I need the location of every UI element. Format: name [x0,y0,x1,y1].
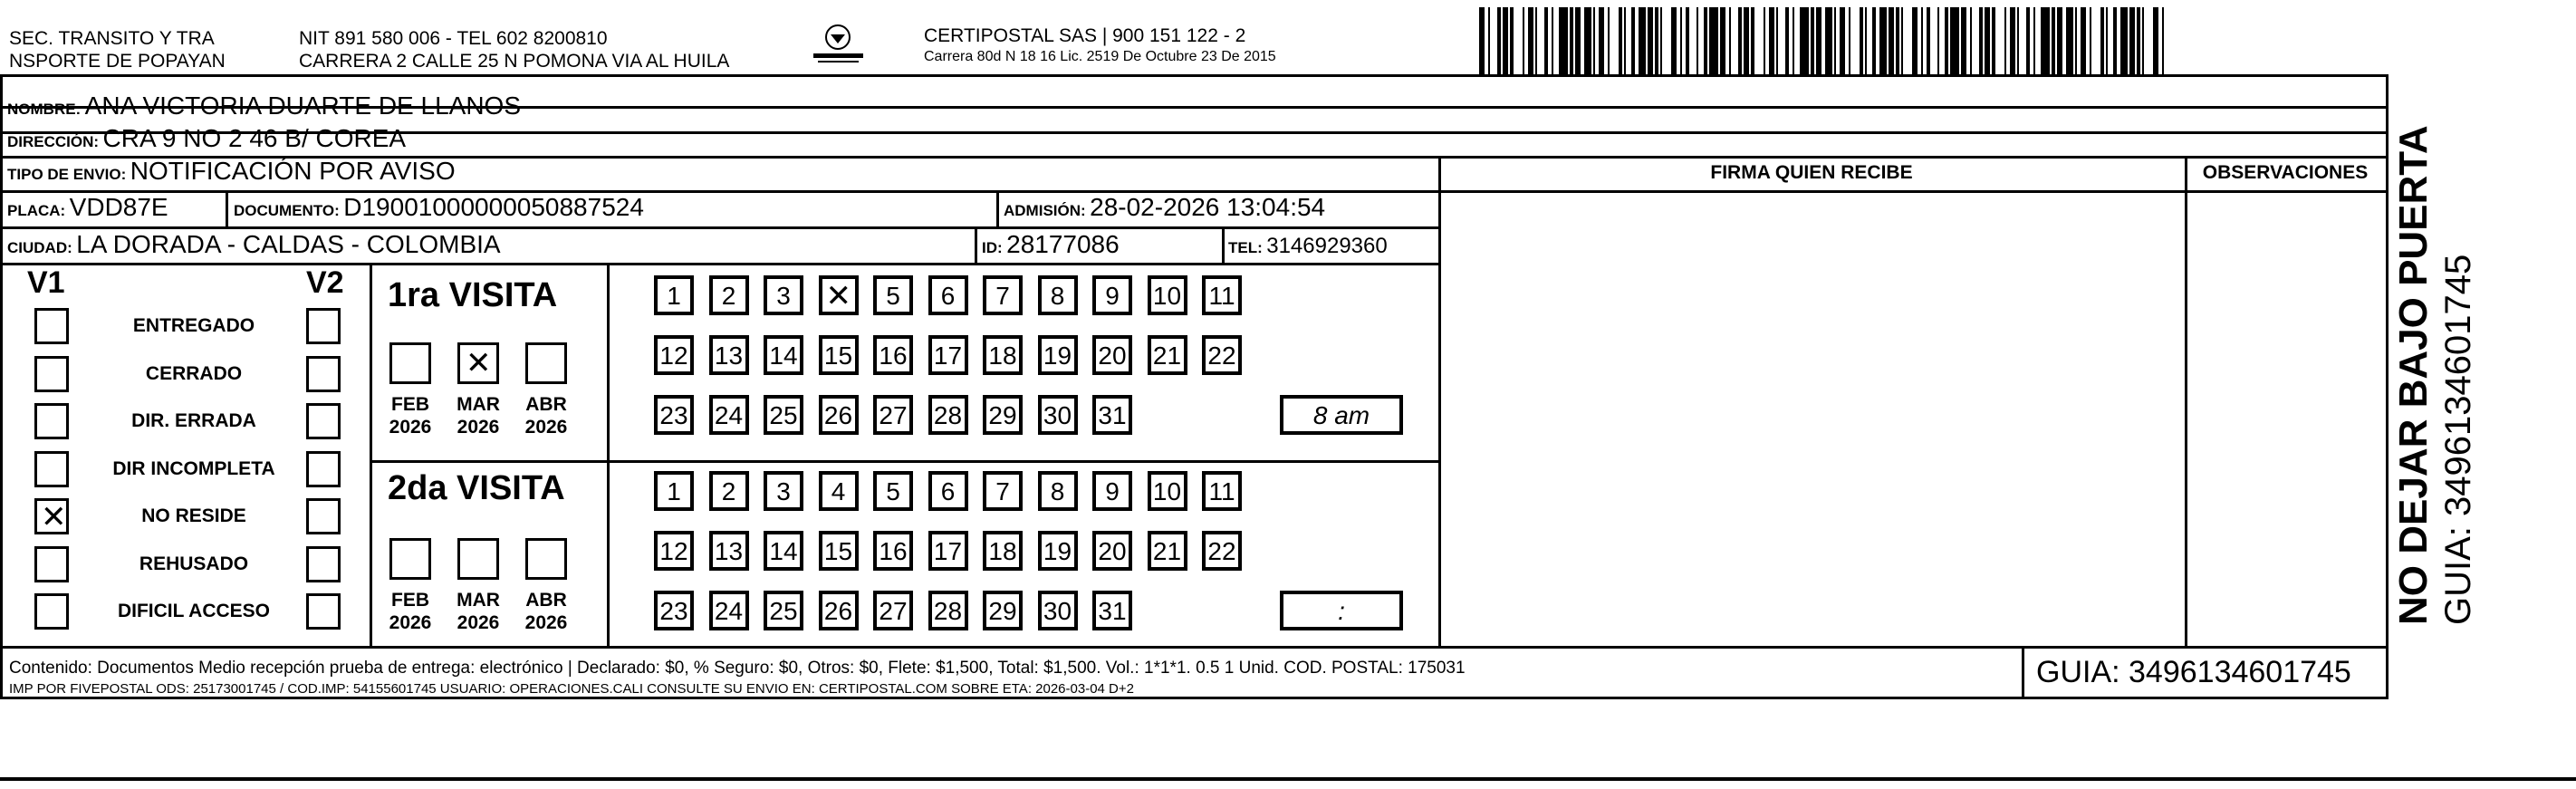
month-name: ABR [525,590,567,611]
id-number: 28177086 [1006,230,1120,258]
second-day-24[interactable]: 24 [709,591,749,630]
sender-line-2: NSPORTE DE POPAYAN [9,51,226,72]
month-year: 2026 [457,417,500,438]
second-time-note[interactable]: : [1280,591,1403,630]
send-type: NOTIFICACIÓN POR AVISO [130,157,456,185]
second-day-21[interactable]: 21 [1148,531,1187,571]
second-day-1[interactable]: 1 [654,471,694,511]
tel-label: TEL: [1228,239,1263,256]
first-day-23[interactable]: 23 [654,395,694,435]
month-name: MAR [457,394,500,415]
first-day-25[interactable]: 25 [764,395,803,435]
v1-checkbox[interactable] [34,403,69,439]
month-year: 2026 [457,612,500,633]
first-day-24[interactable]: 24 [709,395,749,435]
barcode [1479,7,2167,76]
id-label: ID: [982,239,1003,256]
second-day-28[interactable]: 28 [928,591,968,630]
signature-heading: FIRMA QUIEN RECIBE [1710,162,1913,183]
first-day-16[interactable]: 16 [873,335,913,375]
v1-checkbox[interactable] [34,546,69,582]
send-type-label: TIPO DE ENVIO: [7,166,127,183]
v2-checkbox[interactable] [306,498,341,534]
observations-heading: OBSERVACIONES [2202,162,2369,183]
sender-contact-block [299,27,729,72]
second-day-18[interactable]: 18 [983,531,1023,571]
month-name: FEB [391,394,429,415]
sender-line-1: SEC. TRANSITO Y TRA [9,28,215,49]
no-dejar-notice: NO DEJAR BAJO PUERTA [2391,125,2436,625]
v1-checkbox[interactable] [34,451,69,487]
second-day-2[interactable]: 2 [709,471,749,511]
second-day-17[interactable]: 17 [928,531,968,571]
first-month-checkbox[interactable] [389,342,431,384]
second-day-3[interactable]: 3 [764,471,803,511]
v2-checkbox[interactable] [306,403,341,439]
month-name: FEB [391,590,429,611]
sender-address-line: CARRERA 2 CALLE 25 N POMONA VIA AL HUILA [299,51,730,72]
first-day-10[interactable]: 10 [1148,275,1187,315]
first-day-12[interactable]: 12 [654,335,694,375]
first-day-1[interactable]: 1 [654,275,694,315]
check-mark-icon: ✕ [41,500,67,534]
city: LA DORADA - CALDAS - COLOMBIA [76,230,501,258]
tel-number: 3146929360 [1266,234,1388,258]
v2-checkbox[interactable] [306,451,341,487]
v2-label: V2 [306,265,344,300]
admission-date: 28-02-2026 13:04:54 [1090,193,1326,221]
v2-checkbox[interactable] [306,593,341,630]
recipient-address: CRA 9 NO 2 46 B/ COREA [102,124,407,152]
first-day-11[interactable]: 11 [1202,275,1242,315]
v2-checkbox[interactable] [306,308,341,344]
month-year: 2026 [524,612,568,633]
plate-row [7,193,168,222]
first-day-26[interactable]: 26 [819,395,859,435]
status-label: ENTREGADO [132,315,255,336]
name-row [7,91,521,120]
second-day-6[interactable]: 6 [928,471,968,511]
first-day-2[interactable]: 2 [709,275,749,315]
second-month-checkbox[interactable] [457,538,499,580]
document-row [234,193,644,222]
first-day-29[interactable]: 29 [983,395,1023,435]
tel-row [1228,234,1388,259]
second-day-22[interactable]: 22 [1202,531,1242,571]
first-day-19[interactable]: 19 [1038,335,1078,375]
second-day-19[interactable]: 19 [1038,531,1078,571]
id-row [982,230,1120,259]
second-day-9[interactable]: 9 [1092,471,1132,511]
courier-logo-icon [811,24,883,74]
first-day-13[interactable]: 13 [709,335,749,375]
sender-block [9,27,226,72]
first-day-6[interactable]: 6 [928,275,968,315]
second-day-10[interactable]: 10 [1148,471,1187,511]
second-day-12[interactable]: 12 [654,531,694,571]
second-day-11[interactable]: 11 [1202,471,1242,511]
v1-checkbox[interactable] [34,593,69,630]
first-day-28[interactable]: 28 [928,395,968,435]
first-day-22[interactable]: 22 [1202,335,1242,375]
first-day-20[interactable]: 20 [1092,335,1132,375]
second-day-15[interactable]: 15 [819,531,859,571]
first-day-27[interactable]: 27 [873,395,913,435]
second-day-30[interactable]: 30 [1038,591,1078,630]
first-day-15[interactable]: 15 [819,335,859,375]
first-day-8[interactable]: 8 [1038,275,1078,315]
month-name: ABR [525,394,567,415]
send-type-row [7,157,456,186]
first-day-31[interactable]: 31 [1092,395,1132,435]
nit-line: NIT 891 580 006 - TEL 602 8200810 [299,28,608,49]
first-day-4[interactable] [819,275,859,315]
first-day-3[interactable]: 3 [764,275,803,315]
v1-checkbox[interactable] [34,356,69,392]
city-label: CIUDAD: [7,239,72,256]
second-day-7[interactable]: 7 [983,471,1023,511]
month-year: 2026 [524,417,568,438]
document-label: DOCUMENTO: [234,202,340,219]
company-line-2: Carrera 80d N 18 16 Lic. 2519 De Octubre 23 De 2015 [924,49,1276,64]
check-mark-icon: ✕ [466,346,492,380]
first-month-label [447,393,510,438]
first-day-18[interactable]: 18 [983,335,1023,375]
second-month-label [379,589,442,634]
v1-checkbox[interactable] [34,498,69,534]
admission-row [1004,193,1325,222]
second-month-label [447,589,510,634]
plate-label: PLACA: [7,202,66,219]
v2-checkbox[interactable] [306,356,341,392]
second-day-13[interactable]: 13 [709,531,749,571]
company-block [924,24,1276,67]
second-day-23[interactable]: 23 [654,591,694,630]
company-line-1: CERTIPOSTAL SAS | 900 151 122 - 2 [924,25,1246,46]
first-month-checkbox[interactable] [457,342,499,384]
plate: VDD87E [69,193,168,221]
admission-label: ADMISIÓN: [1004,202,1086,219]
first-month-label [514,393,578,438]
footer-print-info: IMP POR FIVEPOSTAL ODS: 25173001745 / COD.IMP: 54155601745 USUARIO: OPERACIONES.CALI CONSULTE SU ENVIO EN: CERTIPOSTAL.COM SOBRE ETA: 2026-03-04 D+2 [9,681,1134,697]
month-name: MAR [457,590,500,611]
address-label: DIRECCIÓN: [7,133,100,150]
month-year: 2026 [389,612,432,633]
first-month-checkbox[interactable] [525,342,567,384]
v2-checkbox[interactable] [306,546,341,582]
second-day-8[interactable]: 8 [1038,471,1078,511]
second-day-4[interactable]: 4 [819,471,859,511]
address-row [7,124,406,153]
second-day-27[interactable]: 27 [873,591,913,630]
side-guide: GUIA: 3496134601745 [2438,254,2478,625]
second-day-20[interactable]: 20 [1092,531,1132,571]
second-day-5[interactable]: 5 [873,471,913,511]
first-day-5[interactable]: 5 [873,275,913,315]
first-day-14[interactable]: 14 [764,335,803,375]
status-label: DIFICIL ACCESO [117,601,270,621]
second-day-31[interactable]: 31 [1092,591,1132,630]
first-month-label [379,393,442,438]
second-day-25[interactable]: 25 [764,591,803,630]
footer-guide: GUIA: 3496134601745 [2036,655,2351,689]
second-month-label [514,589,578,634]
side-notice [2389,109,2507,625]
month-year: 2026 [389,417,432,438]
second-visit-title: 2da VISITA [388,469,565,507]
second-day-26[interactable]: 26 [819,591,859,630]
first-day-30[interactable]: 30 [1038,395,1078,435]
document-number: D19001000000050887524 [343,193,644,221]
recipient-name: ANA VICTORIA DUARTE DE LLANOS [84,91,522,120]
first-day-21[interactable]: 21 [1148,335,1187,375]
check-mark-icon: ✕ [825,279,851,313]
second-day-29[interactable]: 29 [983,591,1023,630]
status-label: REHUSADO [139,553,249,574]
footer-content: Contenido: Documentos Medio recepción prueba de entrega: electrónico | Declarado: $0, % Seguro: $0, Otros: $0, Flete: $1,500, Total: $1,500. Vol.: 1*1*1. 0.5 1 Unid. COD. POSTAL: 175031 [9,659,1466,678]
first-day-9[interactable]: 9 [1092,275,1132,315]
city-row [7,230,501,259]
cut-line [0,777,2576,781]
first-visit-title: 1ra VISITA [388,276,558,314]
second-month-checkbox[interactable] [389,538,431,580]
v1-label: V1 [27,265,65,300]
status-label: NO RESIDE [141,505,246,526]
status-label: DIR INCOMPLETA [112,457,275,479]
second-month-checkbox[interactable] [525,538,567,580]
first-day-17[interactable]: 17 [928,335,968,375]
second-day-16[interactable]: 16 [873,531,913,571]
second-day-14[interactable]: 14 [764,531,803,571]
name-label: NOMBRE: [7,101,82,118]
status-label: DIR. ERRADA [131,410,256,431]
first-day-7[interactable]: 7 [983,275,1023,315]
status-label: CERRADO [145,362,243,384]
v1-checkbox[interactable] [34,308,69,344]
first-time-note[interactable]: 8 am [1280,395,1403,435]
